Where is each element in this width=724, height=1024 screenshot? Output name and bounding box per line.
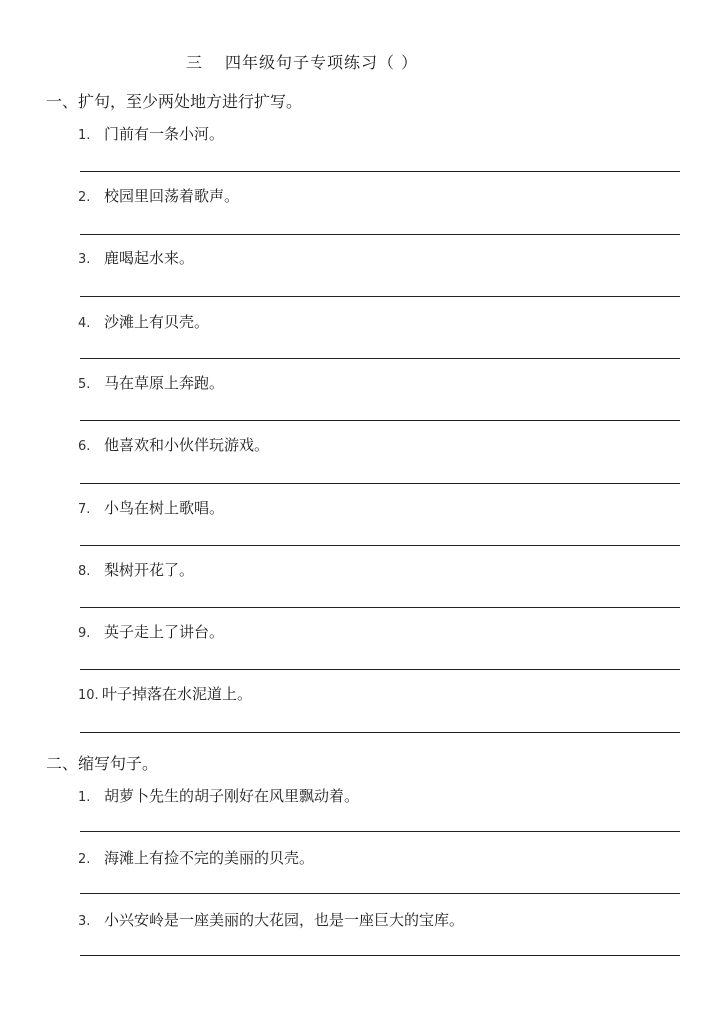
answer-line[interactable]	[80, 420, 680, 421]
list-item	[78, 785, 359, 806]
list-item	[78, 372, 224, 393]
answer-line[interactable]	[80, 669, 680, 670]
list-item	[78, 185, 239, 206]
item-text: 他喜欢和小伙伴玩游戏。	[104, 436, 270, 454]
section-2-heading: 二、缩写句子。	[46, 754, 159, 773]
item-text: 叶子掉落在水泥道上。	[102, 685, 253, 703]
section-1-heading: 一、扩句，至少两处地方进行扩写。	[46, 92, 303, 111]
item-number: 2.	[78, 852, 91, 867]
list-item	[78, 909, 464, 930]
answer-line[interactable]	[80, 234, 680, 235]
item-number: 8.	[78, 564, 91, 579]
item-number: 5.	[78, 377, 91, 392]
item-number: 2.	[78, 190, 91, 205]
item-number: 1.	[78, 128, 91, 143]
item-text: 门前有一条小河。	[104, 125, 225, 143]
list-item	[78, 123, 224, 144]
item-number: 3.	[78, 914, 91, 929]
answer-line[interactable]	[80, 483, 680, 484]
list-item	[78, 247, 194, 268]
item-text: 校园里回荡着歌声。	[104, 187, 240, 205]
item-number: 6.	[78, 439, 91, 454]
item-text: 沙滩上有贝壳。	[104, 313, 210, 331]
item-text: 海滩上有捡不完的美丽的贝壳。	[104, 849, 315, 867]
item-text: 梨树开花了。	[104, 561, 195, 579]
answer-line[interactable]	[80, 607, 680, 608]
answer-line[interactable]	[80, 296, 680, 297]
item-text: 鹿喝起水来。	[104, 249, 195, 267]
answer-line[interactable]	[80, 955, 680, 956]
list-item	[78, 497, 224, 518]
item-number: 1.	[78, 790, 91, 805]
list-item	[78, 559, 194, 580]
list-item	[78, 847, 314, 868]
answer-line[interactable]	[80, 831, 680, 832]
answer-line[interactable]	[80, 732, 680, 733]
list-item	[78, 683, 252, 704]
list-item	[78, 434, 269, 455]
item-text: 胡萝卜先生的胡子刚好在风里飘动着。	[104, 787, 360, 805]
answer-line[interactable]	[80, 893, 680, 894]
item-number: 7.	[78, 502, 91, 517]
item-number: 10.	[78, 688, 99, 703]
item-number: 3.	[78, 252, 91, 267]
answer-line[interactable]	[80, 545, 680, 546]
list-item	[78, 621, 224, 642]
answer-line[interactable]	[80, 171, 680, 172]
title-text: 四年级句子专项练习（ ）	[225, 53, 419, 72]
list-item	[78, 311, 209, 332]
answer-line[interactable]	[80, 358, 680, 359]
item-text: 马在草原上奔跑。	[104, 374, 225, 392]
item-number: 4.	[78, 316, 91, 331]
item-text: 小兴安岭是一座美丽的大花园，也是一座巨大的宝库。	[104, 911, 465, 929]
item-text: 英子走上了讲台。	[104, 623, 225, 641]
item-number: 9.	[78, 626, 91, 641]
item-text: 小鸟在树上歌唱。	[104, 499, 225, 517]
page-title	[186, 50, 418, 73]
title-number: 三	[186, 53, 204, 72]
